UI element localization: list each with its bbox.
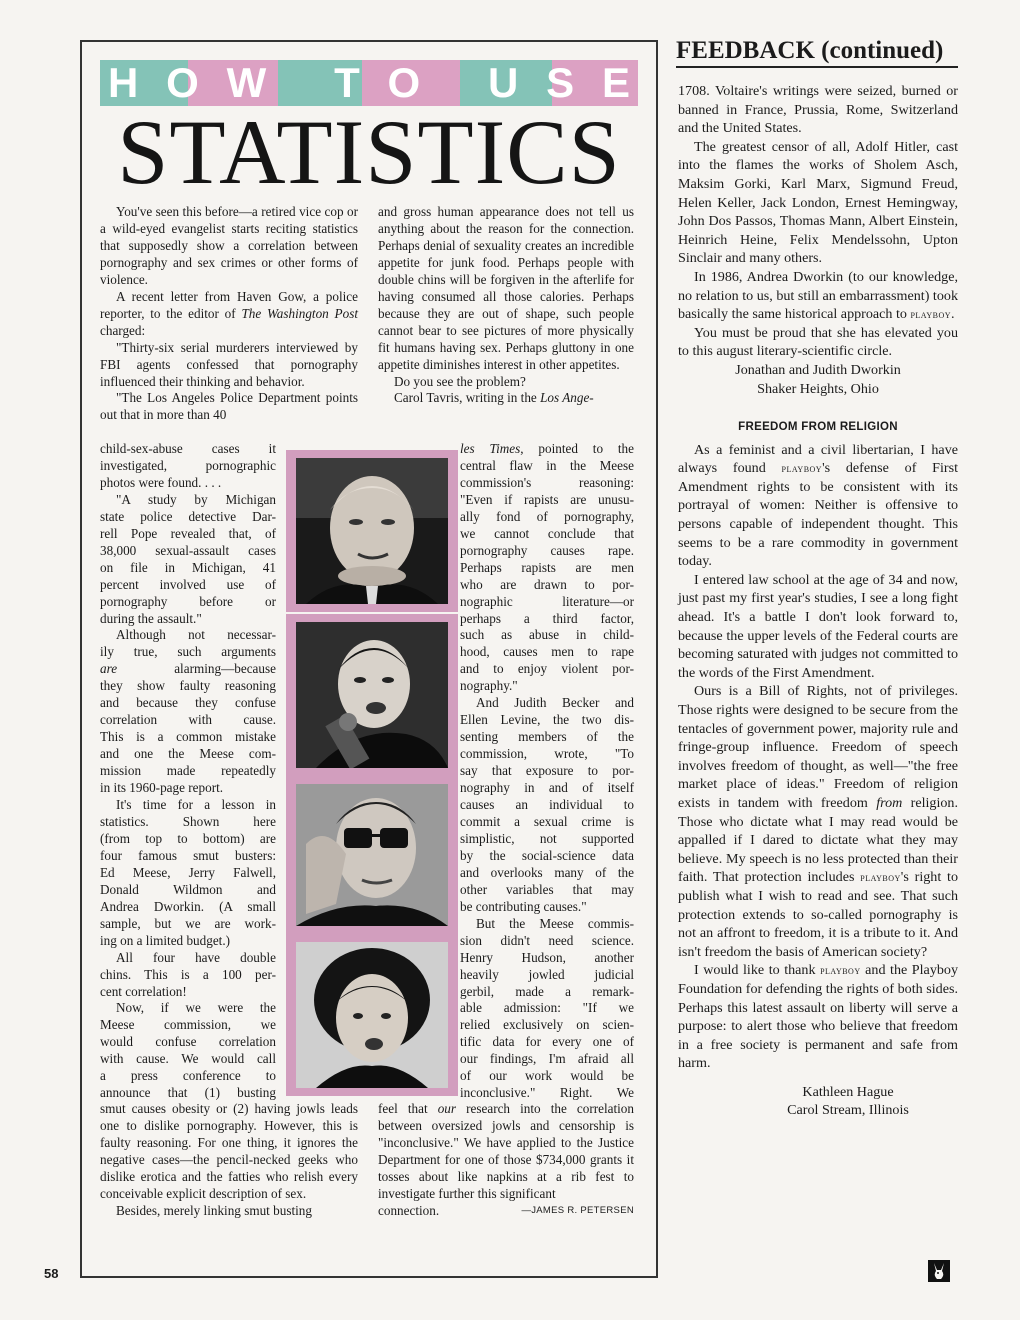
kicker-letter: S (546, 59, 575, 106)
text-line: they show faulty reasoning (100, 678, 276, 694)
text-line: nography in and of itself (460, 780, 634, 796)
text-line: during the assault." (100, 610, 202, 626)
text-line: senting members of the (460, 729, 634, 745)
text-line: Ellen Levine, the two dis- (460, 712, 634, 728)
text-line: photos were found. . . . (100, 474, 222, 490)
text-line: causes an individual to (460, 797, 634, 813)
paragraph: "The Los Angeles Police Department points out that in more than 40 (100, 390, 358, 423)
paragraph: "Thirty-six serial murderers interviewed by FBI agents confessed that pornography influenced their thinking and behavior. (100, 339, 358, 389)
text-line: announce that (1) busting (100, 1085, 276, 1101)
text-line: 38,000 sexual-assault cases (100, 542, 276, 558)
text-line: Donald Wildmon and (100, 881, 276, 897)
text-line: would confuse correlation (100, 1034, 276, 1050)
text-line: commission, wrote, "To (460, 746, 634, 762)
text-line: who are drawn to por- (460, 576, 634, 592)
text-line: (from top to bottom) are (100, 830, 276, 846)
text-line: we cannot conclude that (460, 525, 634, 541)
photo-jerry-falwell (286, 614, 458, 776)
text-line: nographic literature—or (460, 593, 634, 609)
text-line: It's time for a lesson in (116, 797, 276, 813)
paragraph: In 1986, Andrea Dworkin (to our knowledge, no relation to us, but still an embarrassment) took basically the same historical approach to playboy. (678, 268, 958, 323)
paragraph: A recent letter from Haven Gow, a police reporter, to the editor of The Washington Post charged: (100, 288, 358, 338)
text-line: on file in Michigan, 41 (100, 559, 276, 575)
text-line: say that exposure to por- (460, 763, 634, 779)
paragraph: Do you see the problem? (394, 373, 526, 389)
kicker-letter: E (601, 59, 630, 106)
kicker-letter: H (108, 59, 139, 106)
text-line: nography." (460, 678, 518, 694)
paragraph: You've seen this before—a retired vice cop or a wild-eyed evangelist starts reciting statistics that supposedly show a correlation between pornography and sex crimes or other forms of violence. (100, 204, 358, 287)
paragraph: I entered law school at the age of 34 and now, just past my first year's studies, I see a long fight ahead. It's a battle I don't look forward to, because the upper levels of the Federal courts are becoming saturated with judges not committed to the words of the First Amendment. (678, 571, 958, 681)
text-line: pornography before or (100, 593, 276, 609)
text-line: in its 1960-page report. (100, 780, 224, 796)
text-line: All four have double (116, 949, 276, 965)
feedback-column (678, 82, 958, 1120)
text-line: Andrea Dworkin. (A small (100, 898, 276, 914)
text-line: perhaps a third factor, (460, 610, 634, 626)
text-line: Meese commission, we (100, 1017, 276, 1033)
kicker-letter: O (166, 59, 199, 106)
paragraph: As a feminist and a civil libertarian, I have always found playboy's defense of First Amendment rights to be consistent with its portrayal of women: Neither is offensive to persons capable of independent thought. This seems to be a rare commodity in government today. (678, 441, 958, 570)
kicker-letter: O (387, 59, 421, 106)
paragraph: You must be proud that she has elevated you to this august literary-scientific circle. (678, 324, 958, 360)
text-line: This is a common mistake (100, 729, 276, 745)
text-line: statistics. Shown here (100, 813, 276, 829)
paragraph: The greatest censor of all, Adolf Hitler, cast into the flames the works of Sholem Asch, Maksim Gorki, Karl Marx, Sigmund Freud, Helen Keller, Jack London, Ernest Hemingway, John Dos Passos, Thomas Mann, Albert Einstein, Heinrich Heine, Felix Mendelssohn, Upton Sinclair and many others. (678, 138, 958, 267)
text-line: ing on a limited budget.) (100, 932, 231, 948)
article-column-2-bottom (378, 1101, 634, 1220)
text-line: Ed Meese, Jerry Falwell, (100, 864, 276, 880)
text-line: and to enjoy violent por- (460, 661, 634, 677)
article-column-2 (378, 204, 634, 407)
text-line: cent correlation! (100, 983, 187, 999)
text-line: commit a sexual crime is (460, 813, 634, 829)
article-title: STATISTICS (117, 101, 621, 203)
text-line: ily true, such arguments (100, 644, 276, 660)
text-line: pornography causes rape. (460, 542, 634, 558)
section-subhead: FREEDOM FROM RELIGION (738, 421, 898, 434)
text-line: other variables that may (460, 881, 634, 897)
text-line: investigated, pornographic (100, 457, 276, 473)
text-line: simplistic, not supported (460, 830, 634, 846)
text-line: commission's reasoning: (460, 474, 634, 490)
paragraph: I would like to thank playboy and the Playboy Foundation for defending the rights of both sides. Perhaps this latest assault on liberty will serve a purpose: to alert those who believe that freedom in a free society is permanent and safe from harm. (678, 962, 959, 1072)
text-line: such as abuse in child- (460, 627, 634, 643)
paragraph: feel that our research into the correlation between oversized jowls and censorship is "inconclusive." We have applied to the Justice Department for one of those $734,000 grants it tosses about like napkins at a rib fest to investigate further this significant (378, 1101, 634, 1201)
text-line: inconclusive." Right. We (460, 1085, 634, 1101)
paragraph: Ours is a Bill of Rights, not of privileges. Those rights were designed to be secure from the tentacles of government power, majority rule and fringe-group influence. Freedom of speech involves freedom of thought, as well—"the free market place of ideas." Freedom of religion exists in tandem with freedom from religion. Those who dictate what I may read would be appalled if I dared to dictate what they may believe. My speech is no less protected than their faith. That protection includes playboy's right to publish what I wish to read and see. That such protection extends to so-called pornography is not an affront to freedom, it is a tribute to it. And isn't freedom the basis of American society? (678, 683, 959, 960)
text-line: and because they confuse (100, 695, 276, 711)
text-line: sample, but we are work- (100, 915, 276, 931)
byline: —JAMES R. PETERSEN (521, 1204, 634, 1216)
closing-line (378, 1203, 634, 1220)
article-column-2-wrap (460, 441, 634, 1102)
text-line: Perhaps rapists are men (460, 559, 634, 575)
signature-place: Carol Stream, Illinois (787, 1102, 909, 1119)
text-line: four famous smut busters: (100, 847, 276, 863)
photo-ed-meese (286, 450, 458, 612)
article-column-1-wrap (100, 441, 276, 1102)
text-line: are alarming—because (100, 661, 276, 677)
page-number: 58 (44, 1266, 59, 1281)
text-line: tific data for every one of (460, 1034, 634, 1050)
playboy-bunny-icon (928, 1260, 950, 1282)
kicker-letter: W (226, 59, 267, 106)
feedback-header: FEEDBACK (continued) (676, 36, 958, 68)
text-line: ally fond of pornography, (460, 508, 634, 524)
text-line: relied exclusively on scien- (460, 1017, 634, 1033)
text-line: mission made repeatedly (100, 763, 276, 779)
paragraph: Carol Tavris, writing in the Los Ange- (394, 390, 594, 406)
text-line: percent involved use of (100, 576, 276, 592)
text-line: a press conference to (100, 1068, 276, 1084)
text-line: Although not necessar- (116, 627, 276, 643)
kicker-how-to-use (100, 60, 638, 106)
text-line: heavily jowled judicial (460, 966, 634, 982)
article-column-1-bottom (100, 1101, 358, 1220)
text-line: state police detective Dar- (100, 508, 276, 524)
text-line: central flaw in the Meese (460, 457, 634, 473)
text-line: gerbil, made a remark- (460, 983, 634, 999)
signature-place: Shaker Heights, Ohio (757, 380, 879, 397)
text-line: But the Meese commis- (476, 915, 634, 931)
text-line: able admission: "If we (460, 1000, 634, 1016)
text-line: be contributing causes." (460, 898, 587, 914)
text-line: and overlooks many of the (460, 864, 634, 880)
text-line: rell Pope revealed that, of (100, 525, 276, 541)
photo-andrea-dworkin (286, 934, 458, 1096)
paragraph: Besides, merely linking smut busting (116, 1202, 312, 1218)
text-line: correlation with cause. (100, 712, 276, 728)
kicker-letter: T (334, 59, 360, 106)
text-line: and one the Meese com- (100, 746, 276, 762)
text-line: child-sex-abuse cases it (100, 441, 276, 456)
article-column-1 (100, 204, 358, 424)
text-line: chins. This is a 100 per- (100, 966, 276, 982)
photo-donald-wildmon (286, 776, 458, 934)
text-line: hood, causes men to rape (460, 644, 634, 660)
paragraph: smut causes obesity or (2) having jowls leads one to dislike pornography. However, this is faulty reasoning. For one thing, it ignores the negative cases—the pencil-necked geeks who dislike erotica and the fatties who relish every conceivable explicit description of sex. (100, 1101, 358, 1201)
signature-name: Kathleen Hague (802, 1083, 894, 1100)
kicker-letter: U (487, 59, 519, 106)
text-line: Now, if we were the (116, 1000, 276, 1016)
text-line: And Judith Becker and (476, 695, 634, 711)
text-line: of our work would be (460, 1068, 634, 1084)
text-line: with cause. We would call (100, 1051, 276, 1067)
signature-name: Jonathan and Judith Dworkin (735, 361, 901, 378)
closing-word: connection. (378, 1202, 440, 1218)
text-line: Henry Hudson, another (460, 949, 634, 965)
text-line: our findings, I'm afraid all (460, 1051, 634, 1067)
text-line: sion didn't need science. (460, 932, 634, 948)
paragraph: and gross human appearance does not tell us anything about the reason for the connection. Perhaps denial of sexuality creates an incredible appetite for junk food. Perhaps people with double chins will be forgiven in the afterlife for having consumed all those calories. Perhaps because they are out of shape, such people cannot bear to see pictures of more physically fit humans having sex. Perhaps gluttony in one appetite diminishes interest in other appetites. (378, 204, 634, 372)
text-line: by the social-science data (460, 847, 634, 863)
text-line: "Even if rapists are unusu- (460, 491, 634, 507)
paragraph: 1708. Voltaire's writings were seized, burned or banned in France, Prussia, Rome, Switzerland and the United States. (678, 83, 958, 137)
text-line: les Times, pointed to the (460, 441, 634, 456)
text-line: "A study by Michigan (116, 491, 276, 507)
